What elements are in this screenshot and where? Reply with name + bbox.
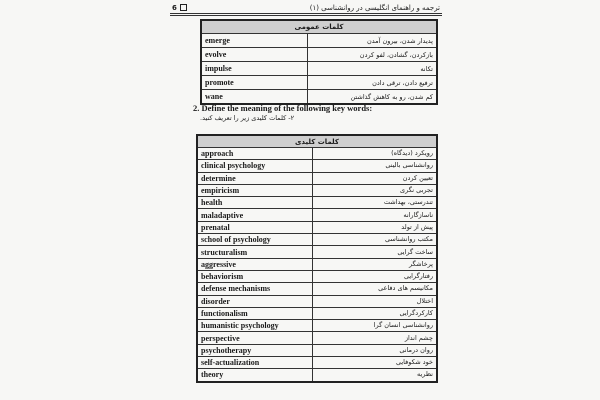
table-row [197,369,437,382]
general-words-title: کلمات عمومی [201,20,437,34]
english-term: aggressive [197,258,312,270]
table-row [197,283,437,295]
persian-translation: خود شکوفایی [312,357,437,369]
key-words-body [197,148,437,382]
persian-translation: رویکرد (دیدگاه) [312,148,437,160]
english-term: clinical psychology [197,160,312,172]
persian-translation: تجربی نگری [312,184,437,196]
persian-translation: پدیدار شدن، بیرون آمدن [307,34,437,48]
persian-translation: کارکردگرایی [312,307,437,319]
english-term: wane [201,90,307,105]
persian-translation: ساخت گرایی [312,246,437,258]
persian-translation: روانشناسی انسان گرا [312,320,437,332]
persian-translation: مکانیسم های دفاعی [312,283,437,295]
english-term: functionalism [197,307,312,319]
persian-translation: تندرستی، بهداشت [312,197,437,209]
english-term: school of psychology [197,234,312,246]
running-title: ترجمه و راهنمای انگلیسی در روانشناسی (۱) [309,3,440,12]
key-words-table [196,134,438,383]
english-term: emerge [201,34,307,48]
english-term: empiricism [197,184,312,196]
persian-translation: روانشناسی بالینی [312,160,437,172]
english-term: determine [197,172,312,184]
table-row [197,332,437,344]
english-term: theory [197,369,312,382]
table-row [197,344,437,356]
english-term: behaviorism [197,270,312,282]
table-row [197,320,437,332]
english-term: self-actualization [197,357,312,369]
english-term: humanistic psychology [197,320,312,332]
english-term: structuralism [197,246,312,258]
persian-translation: مکتب روانشناسی [312,234,437,246]
general-words-table [200,19,438,105]
english-term: impulse [201,62,307,76]
persian-translation: پرخاشگر [312,258,437,270]
english-term: maladaptive [197,209,312,221]
persian-translation: چشم انداز [312,332,437,344]
english-term: health [197,197,312,209]
persian-translation: ترفیع دادن، ترقی دادن [307,76,437,90]
instruction-english: 2. Define the meaning of the following key words: [193,103,373,113]
english-term: promote [201,76,307,90]
table-row [201,48,437,62]
english-term: prenatal [197,221,312,233]
english-term: evolve [201,48,307,62]
persian-translation: ناسازگارانه [312,209,437,221]
table-row [201,76,437,90]
table-row [197,221,437,233]
table-row [197,307,437,319]
table-row [197,184,437,196]
key-words-title: کلمات کلیدی [197,135,437,148]
table-row [197,357,437,369]
table-row [197,148,437,160]
header-rule [170,13,442,14]
table-row [197,246,437,258]
persian-translation: روان درمانی [312,344,437,356]
table-row [197,197,437,209]
persian-translation: تعیین کردن [312,172,437,184]
english-term: defense mechanisms [197,283,312,295]
persian-translation: نظریه [312,369,437,382]
persian-translation: اختلال [312,295,437,307]
table-row [197,295,437,307]
table-row [197,172,437,184]
persian-translation: تکانه [307,62,437,76]
persian-translation: رفتارگرایی [312,270,437,282]
persian-translation: بازکردن، گشادن، لفو کردن [307,48,437,62]
table-row [201,90,437,105]
english-term: disorder [197,295,312,307]
table-row [201,34,437,48]
instruction-persian: ۲- کلمات کلیدی زیر را تعریف کنید. [200,114,295,122]
english-term: approach [197,148,312,160]
page-number-block [172,4,187,12]
persian-translation: پیش از تولد [312,221,437,233]
persian-translation: کم شدن، رو به کاهش گذاشتن [307,90,437,105]
english-term: psychotherapy [197,344,312,356]
table-row [197,270,437,282]
english-term: perspective [197,332,312,344]
table-row [201,62,437,76]
page-number: 6 [172,3,177,12]
square-bullet-icon [180,4,187,11]
header-rule-secondary [170,15,442,16]
general-words-body [201,34,437,105]
table-row [197,258,437,270]
table-row [197,234,437,246]
table-row [197,160,437,172]
table-row [197,209,437,221]
running-header [172,3,440,12]
